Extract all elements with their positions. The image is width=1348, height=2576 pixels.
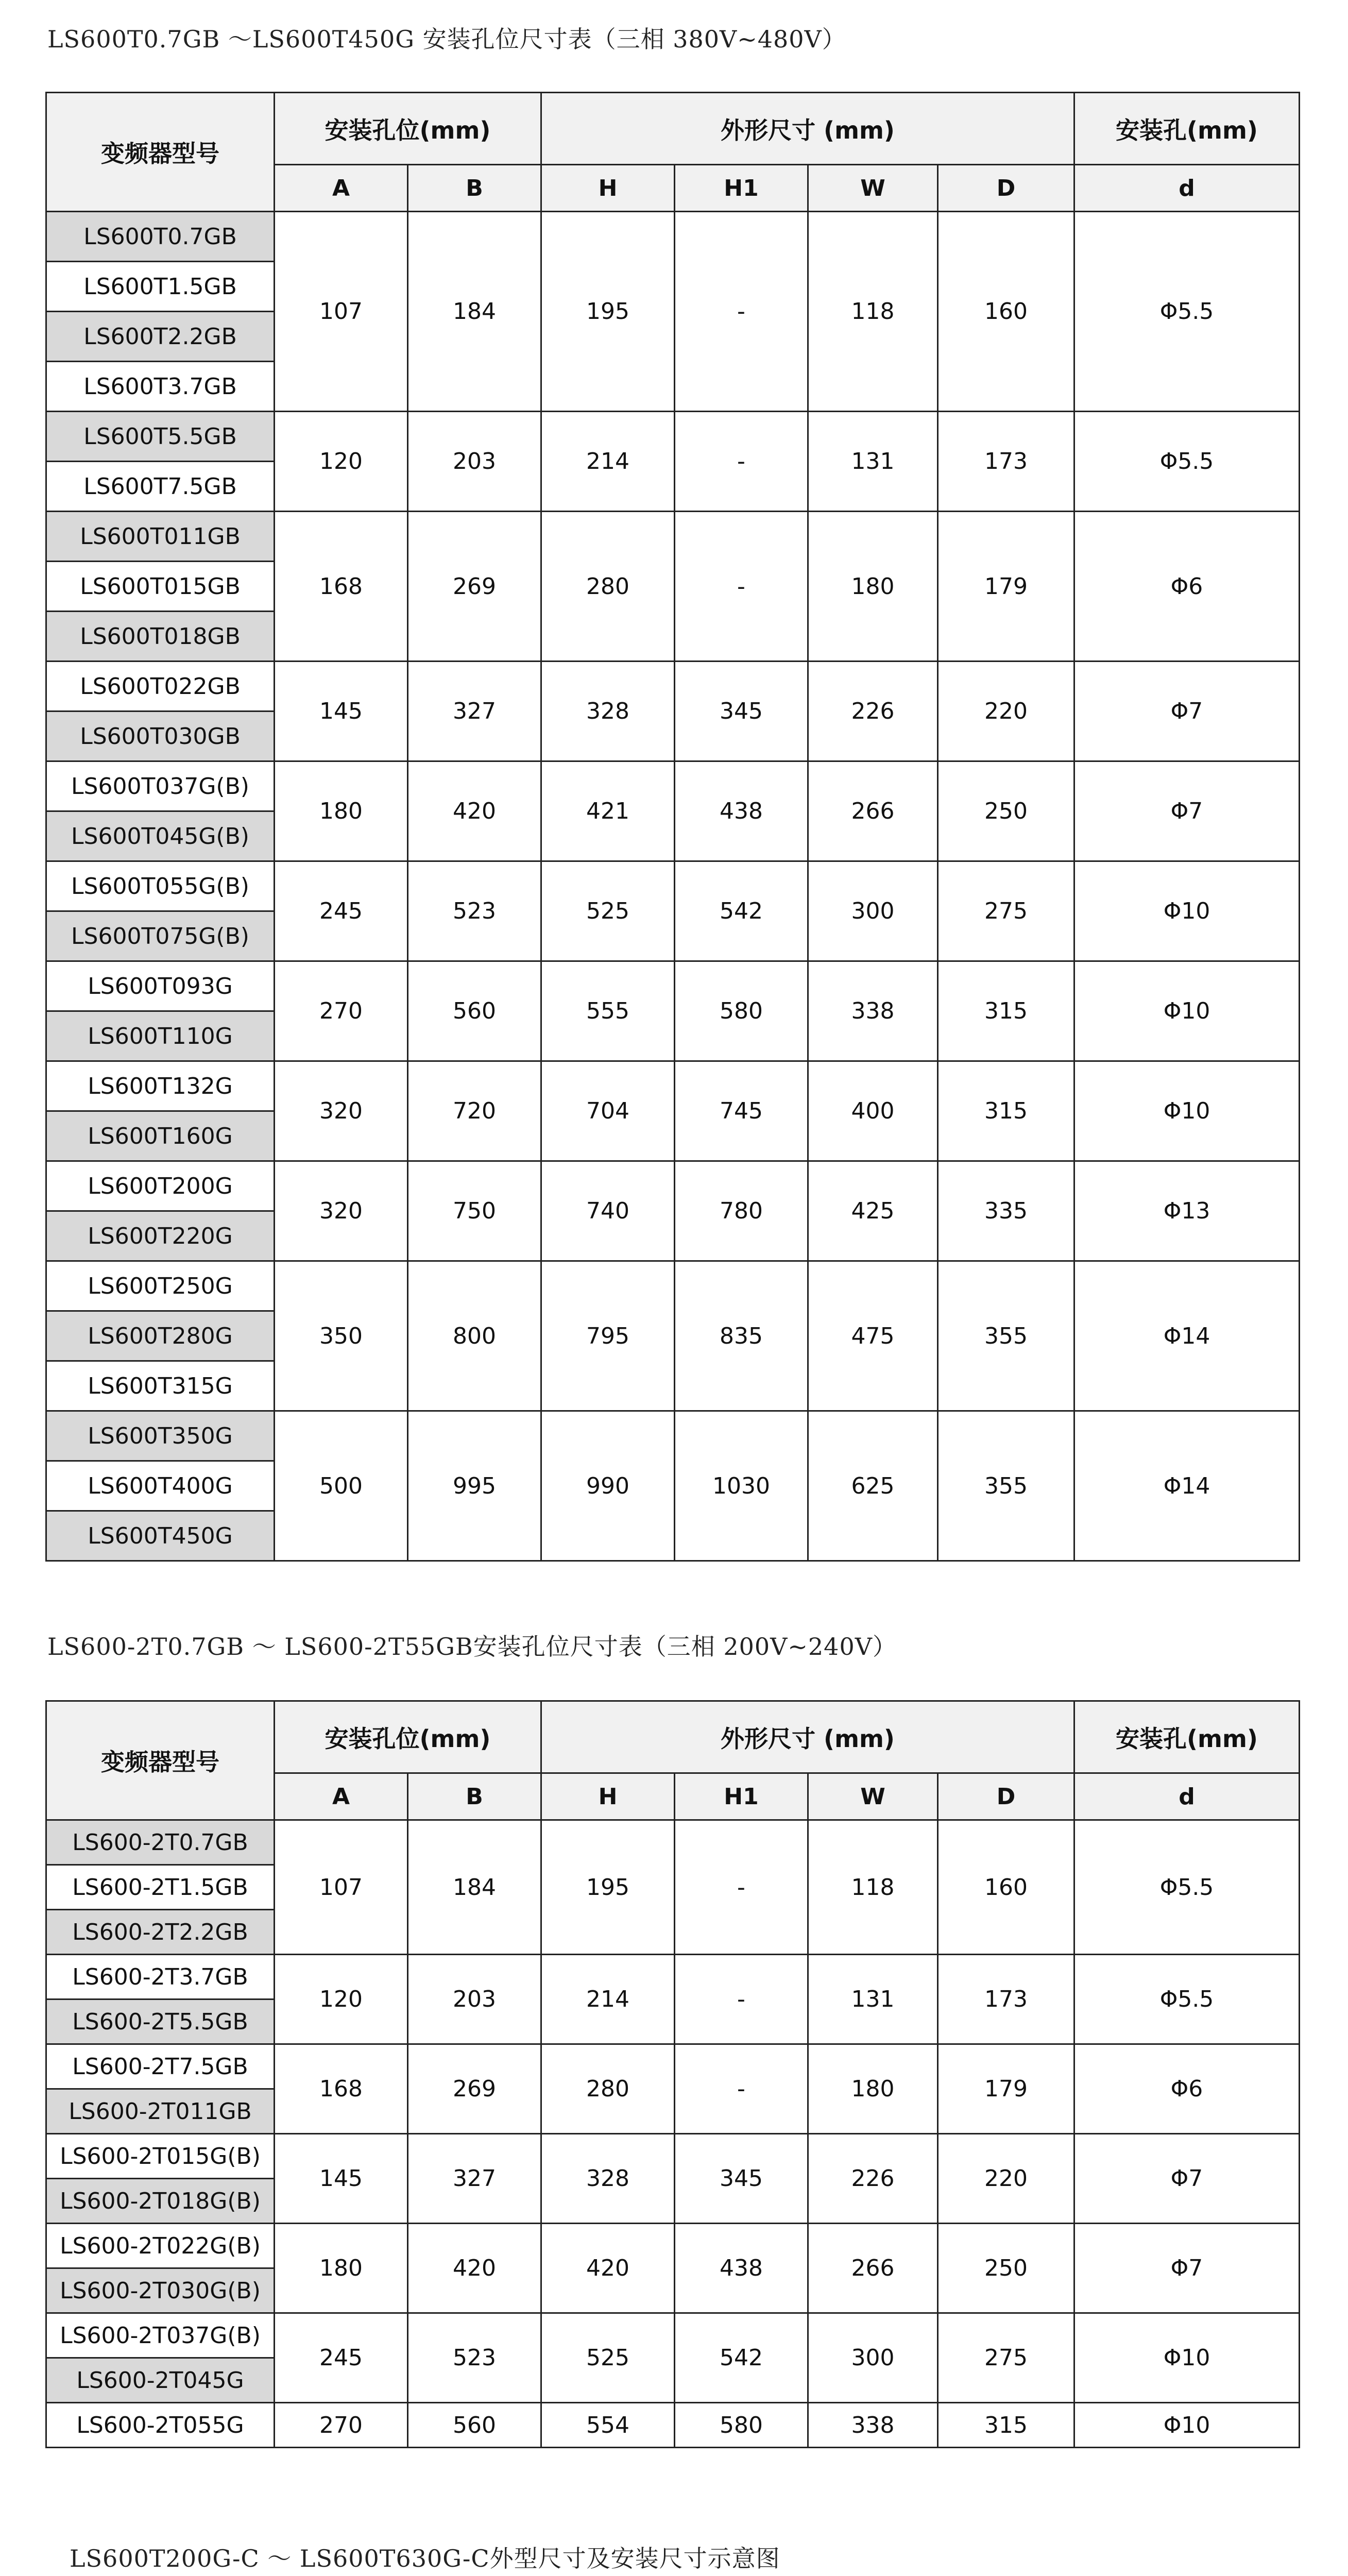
cell-h: 555 xyxy=(541,961,675,1061)
cell-d: Φ5.5 xyxy=(1074,212,1300,412)
cell-h1: 780 xyxy=(675,1161,808,1261)
model-name: LS600T7.5GB xyxy=(46,462,275,512)
cell-a: 270 xyxy=(275,961,408,1061)
model-name: LS600T075G(B) xyxy=(46,911,275,961)
model-name: LS600-2T1.5GB xyxy=(46,1865,275,1910)
model-name: LS600T093G xyxy=(46,961,275,1011)
table-row xyxy=(46,861,1300,911)
table-row xyxy=(46,662,1300,711)
spec-table-380v xyxy=(45,92,1300,1562)
cell-h: 328 xyxy=(541,2134,675,2224)
cell-b: 560 xyxy=(408,961,541,1061)
cell-d: 179 xyxy=(938,2044,1074,2134)
cell-h: 704 xyxy=(541,1061,675,1161)
cell-h: 195 xyxy=(541,1820,675,1955)
diagram-caption: LS600T200G-C ～ LS600T630G-C外型尺寸及安装尺寸示意图 xyxy=(70,2545,780,2572)
cell-h: 280 xyxy=(541,2044,675,2134)
table-row xyxy=(46,1820,1300,1865)
cell-a: 180 xyxy=(275,2224,408,2313)
model-name: LS600-2T011GB xyxy=(46,2089,275,2134)
subheader-a: A xyxy=(275,165,408,212)
cell-h: 328 xyxy=(541,662,675,761)
cell-d: Φ7 xyxy=(1074,662,1300,761)
table-row xyxy=(46,1161,1300,1211)
cell-h1: - xyxy=(675,1820,808,1955)
cell-d: Φ5.5 xyxy=(1074,1820,1300,1955)
cell-w: 118 xyxy=(808,212,938,412)
header-hole: 安装孔(mm) xyxy=(1074,93,1300,165)
cell-d: Φ13 xyxy=(1074,1161,1300,1261)
subheader-w: W xyxy=(808,1773,938,1820)
cell-h1: - xyxy=(675,2044,808,2134)
cell-h1: - xyxy=(675,412,808,512)
cell-d: 335 xyxy=(938,1161,1074,1261)
header-model: 变频器型号 xyxy=(46,1701,275,1820)
model-name: LS600T160G xyxy=(46,1111,275,1161)
cell-b: 420 xyxy=(408,2224,541,2313)
model-name: LS600-2T037G(B) xyxy=(46,2313,275,2358)
cell-h: 525 xyxy=(541,861,675,961)
cell-h: 421 xyxy=(541,761,675,861)
cell-b: 750 xyxy=(408,1161,541,1261)
cell-d: Φ14 xyxy=(1074,1411,1300,1561)
cell-d: 179 xyxy=(938,512,1074,662)
header-mount: 安装孔位(mm) xyxy=(275,1701,541,1773)
model-name: LS600-2T055G xyxy=(46,2403,275,2448)
cell-w: 180 xyxy=(808,2044,938,2134)
cell-b: 269 xyxy=(408,2044,541,2134)
cell-d: 355 xyxy=(938,1411,1074,1561)
cell-d: Φ14 xyxy=(1074,1261,1300,1411)
cell-a: 320 xyxy=(275,1161,408,1261)
cell-a: 145 xyxy=(275,2134,408,2224)
table-row xyxy=(46,1955,1300,1999)
cell-a: 500 xyxy=(275,1411,408,1561)
cell-h1: - xyxy=(675,1955,808,2044)
model-name: LS600-2T0.7GB xyxy=(46,1820,275,1865)
header-outline: 外形尺寸 (mm) xyxy=(541,1701,1074,1773)
model-name: LS600T132G xyxy=(46,1061,275,1111)
cell-h1: - xyxy=(675,512,808,662)
model-name: LS600-2T018G(B) xyxy=(46,2179,275,2224)
cell-w: 300 xyxy=(808,2313,938,2403)
cell-d: 160 xyxy=(938,212,1074,412)
cell-a: 168 xyxy=(275,512,408,662)
model-name: LS600T045G(B) xyxy=(46,811,275,861)
cell-d: Φ10 xyxy=(1074,1061,1300,1161)
subheader-h: H xyxy=(541,1773,675,1820)
cell-d: Φ6 xyxy=(1074,512,1300,662)
model-name: LS600-2T022G(B) xyxy=(46,2224,275,2268)
cell-d: Φ10 xyxy=(1074,2313,1300,2403)
cell-b: 203 xyxy=(408,1955,541,2044)
subheader-d: D xyxy=(938,165,1074,212)
cell-w: 226 xyxy=(808,662,938,761)
cell-h: 280 xyxy=(541,512,675,662)
cell-d: Φ5.5 xyxy=(1074,1955,1300,2044)
diagram-front-view xyxy=(963,2566,1293,2576)
cell-w: 266 xyxy=(808,2224,938,2313)
model-name: LS600T015GB xyxy=(46,562,275,612)
cell-h1: 580 xyxy=(675,961,808,1061)
cell-a: 120 xyxy=(275,1955,408,2044)
cell-w: 475 xyxy=(808,1261,938,1411)
cell-w: 118 xyxy=(808,1820,938,1955)
table-row xyxy=(46,1411,1300,1461)
cell-w: 180 xyxy=(808,512,938,662)
model-name: LS600T200G xyxy=(46,1161,275,1211)
cell-b: 420 xyxy=(408,761,541,861)
cell-a: 180 xyxy=(275,761,408,861)
header-hole: 安装孔(mm) xyxy=(1074,1701,1300,1773)
cell-w: 131 xyxy=(808,412,938,512)
cell-h: 420 xyxy=(541,2224,675,2313)
table-row xyxy=(46,412,1300,462)
model-name: LS600-2T3.7GB xyxy=(46,1955,275,1999)
model-name: LS600T220G xyxy=(46,1211,275,1261)
cell-w: 425 xyxy=(808,1161,938,1261)
subheader-d: d xyxy=(1074,1773,1300,1820)
cell-h1: 580 xyxy=(675,2403,808,2448)
cell-h1: 345 xyxy=(675,662,808,761)
header-mount: 安装孔位(mm) xyxy=(275,93,541,165)
cell-h: 990 xyxy=(541,1411,675,1561)
cell-h: 554 xyxy=(541,2403,675,2448)
cell-h1: 345 xyxy=(675,2134,808,2224)
cell-d: 220 xyxy=(938,662,1074,761)
cell-h1: 438 xyxy=(675,2224,808,2313)
cell-h: 795 xyxy=(541,1261,675,1411)
cell-b: 560 xyxy=(408,2403,541,2448)
cell-h: 214 xyxy=(541,412,675,512)
cell-w: 338 xyxy=(808,961,938,1061)
table-row xyxy=(46,212,1300,262)
cell-h1: 745 xyxy=(675,1061,808,1161)
model-name: LS600T450G xyxy=(46,1511,275,1561)
table2-caption: LS600-2T0.7GB ～ LS600-2T55GB安装孔位尺寸表（三相 200V~240V） xyxy=(47,1633,897,1660)
model-name: LS600T022GB xyxy=(46,662,275,711)
cell-b: 523 xyxy=(408,2313,541,2403)
cell-h: 740 xyxy=(541,1161,675,1261)
cell-d: 173 xyxy=(938,412,1074,512)
table-row xyxy=(46,512,1300,562)
model-name: LS600T250G xyxy=(46,1261,275,1311)
cell-d: 315 xyxy=(938,1061,1074,1161)
table-row xyxy=(46,2403,1300,2448)
cell-h1: 438 xyxy=(675,761,808,861)
cell-d: Φ7 xyxy=(1074,2134,1300,2224)
subheader-w: W xyxy=(808,165,938,212)
cell-b: 327 xyxy=(408,662,541,761)
table-row xyxy=(46,1061,1300,1111)
cell-b: 269 xyxy=(408,512,541,662)
cell-h1: 542 xyxy=(675,2313,808,2403)
cell-h1: 542 xyxy=(675,861,808,961)
model-name: LS600T030GB xyxy=(46,711,275,761)
model-name: LS600T037G(B) xyxy=(46,761,275,811)
cell-a: 120 xyxy=(275,412,408,512)
model-name: LS600T5.5GB xyxy=(46,412,275,462)
header-model: 变频器型号 xyxy=(46,93,275,212)
cell-d: Φ10 xyxy=(1074,2403,1300,2448)
table-row xyxy=(46,1261,1300,1311)
cell-b: 523 xyxy=(408,861,541,961)
subheader-b: B xyxy=(408,1773,541,1820)
spec-table-200v xyxy=(45,1700,1300,2448)
model-name: LS600T0.7GB xyxy=(46,212,275,262)
cell-b: 995 xyxy=(408,1411,541,1561)
cell-h: 214 xyxy=(541,1955,675,2044)
cell-d: 160 xyxy=(938,1820,1074,1955)
cell-w: 131 xyxy=(808,1955,938,2044)
model-name: LS600-2T015G(B) xyxy=(46,2134,275,2179)
cell-d: 220 xyxy=(938,2134,1074,2224)
cell-h1: 835 xyxy=(675,1261,808,1411)
model-name: LS600T3.7GB xyxy=(46,362,275,412)
subheader-a: A xyxy=(275,1773,408,1820)
cell-a: 270 xyxy=(275,2403,408,2448)
subheader-h1: H1 xyxy=(675,1773,808,1820)
cell-d: 250 xyxy=(938,761,1074,861)
table1-caption: LS600T0.7GB ～LS600T450G 安装孔位尺寸表（三相 380V~480V） xyxy=(47,25,846,53)
cell-d: 275 xyxy=(938,2313,1074,2403)
subheader-d: D xyxy=(938,1773,1074,1820)
cell-d: Φ7 xyxy=(1074,2224,1300,2313)
cell-w: 266 xyxy=(808,761,938,861)
model-name: LS600-2T2.2GB xyxy=(46,1910,275,1955)
cell-h: 525 xyxy=(541,2313,675,2403)
model-name: LS600T400G xyxy=(46,1461,275,1511)
cell-a: 245 xyxy=(275,2313,408,2403)
model-name: LS600T350G xyxy=(46,1411,275,1461)
cell-b: 800 xyxy=(408,1261,541,1411)
model-name: LS600-2T045G xyxy=(46,2358,275,2403)
cell-d: Φ5.5 xyxy=(1074,412,1300,512)
cell-w: 338 xyxy=(808,2403,938,2448)
cell-w: 400 xyxy=(808,1061,938,1161)
cell-b: 203 xyxy=(408,412,541,512)
model-name: LS600T018GB xyxy=(46,612,275,662)
cell-h1: - xyxy=(675,212,808,412)
cell-d: 355 xyxy=(938,1261,1074,1411)
cell-d: 173 xyxy=(938,1955,1074,2044)
cell-d: 275 xyxy=(938,861,1074,961)
table-row xyxy=(46,961,1300,1011)
cell-b: 184 xyxy=(408,212,541,412)
cell-a: 350 xyxy=(275,1261,408,1411)
model-name: LS600T011GB xyxy=(46,512,275,562)
model-name: LS600-2T5.5GB xyxy=(46,1999,275,2044)
cell-d: Φ7 xyxy=(1074,761,1300,861)
cell-d: Φ6 xyxy=(1074,2044,1300,2134)
table-row xyxy=(46,2313,1300,2358)
model-name: LS600T055G(B) xyxy=(46,861,275,911)
table-row xyxy=(46,2044,1300,2089)
cell-a: 320 xyxy=(275,1061,408,1161)
model-name: LS600-2T030G(B) xyxy=(46,2268,275,2313)
cell-a: 145 xyxy=(275,662,408,761)
table-row xyxy=(46,2224,1300,2268)
cell-h: 195 xyxy=(541,212,675,412)
model-name: LS600T2.2GB xyxy=(46,312,275,362)
cell-b: 720 xyxy=(408,1061,541,1161)
cell-b: 327 xyxy=(408,2134,541,2224)
cell-d: 315 xyxy=(938,2403,1074,2448)
cell-d: Φ10 xyxy=(1074,861,1300,961)
cell-a: 245 xyxy=(275,861,408,961)
subheader-h: H xyxy=(541,165,675,212)
subheader-b: B xyxy=(408,165,541,212)
model-name: LS600T315G xyxy=(46,1361,275,1411)
cell-w: 625 xyxy=(808,1411,938,1561)
model-name: LS600T1.5GB xyxy=(46,262,275,312)
cell-a: 107 xyxy=(275,212,408,412)
subheader-d: d xyxy=(1074,165,1300,212)
table-row xyxy=(46,2134,1300,2179)
model-name: LS600T280G xyxy=(46,1311,275,1361)
model-name: LS600T110G xyxy=(46,1011,275,1061)
cell-a: 168 xyxy=(275,2044,408,2134)
model-name: LS600-2T7.5GB xyxy=(46,2044,275,2089)
cell-d: 250 xyxy=(938,2224,1074,2313)
header-outline: 外形尺寸 (mm) xyxy=(541,93,1074,165)
cell-d: 315 xyxy=(938,961,1074,1061)
cell-w: 300 xyxy=(808,861,938,961)
cell-b: 184 xyxy=(408,1820,541,1955)
subheader-h1: H1 xyxy=(675,165,808,212)
table-row xyxy=(46,761,1300,811)
cell-d: Φ10 xyxy=(1074,961,1300,1061)
cell-h1: 1030 xyxy=(675,1411,808,1561)
cell-w: 226 xyxy=(808,2134,938,2224)
cell-a: 107 xyxy=(275,1820,408,1955)
